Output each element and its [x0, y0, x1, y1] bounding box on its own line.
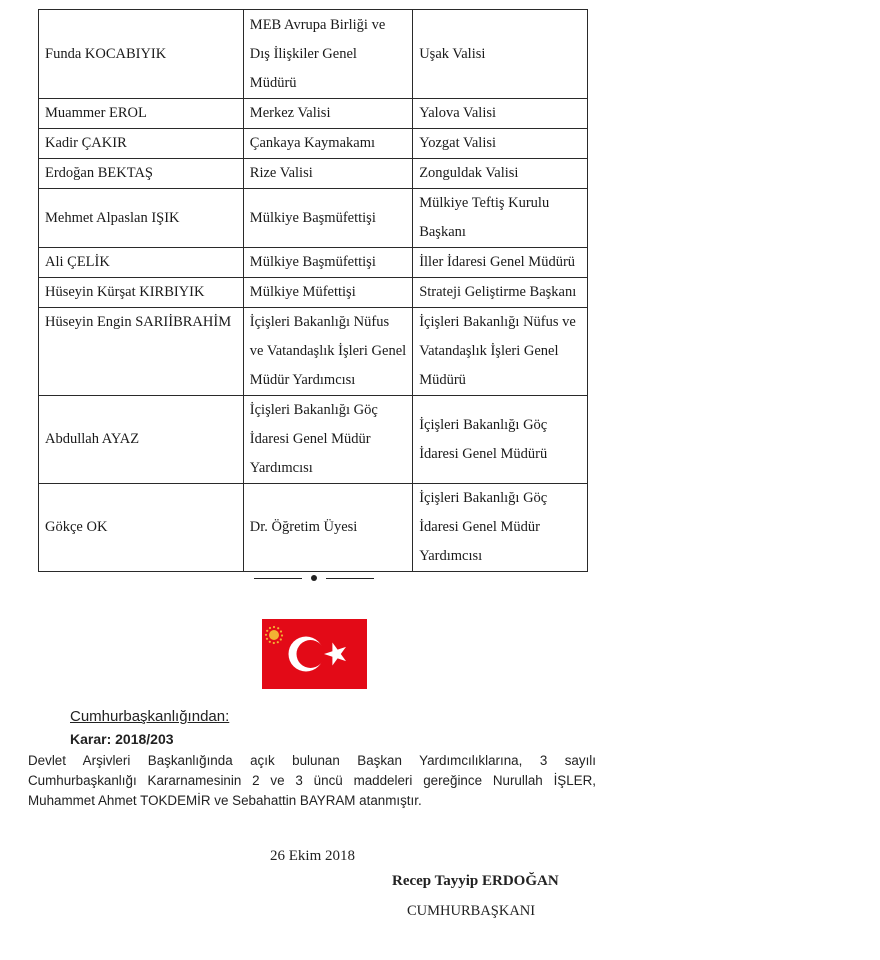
- current-position: Dr. Öğretim Üyesi: [243, 484, 412, 572]
- table-row: [39, 159, 588, 189]
- new-position: Zonguldak Valisi: [413, 159, 588, 189]
- separator-line-left: [254, 578, 302, 579]
- appointment-table: [38, 9, 588, 572]
- decision-number: Karar: 2018/203: [70, 731, 174, 747]
- person-name: Erdoğan BEKTAŞ: [39, 159, 244, 189]
- new-position: Yozgat Valisi: [413, 129, 588, 159]
- new-position: İller İdaresi Genel Müdürü: [413, 248, 588, 278]
- current-position: Mülkiye Müfettişi: [243, 278, 412, 308]
- person-name: Mehmet Alpaslan IŞIK: [39, 189, 244, 248]
- new-position: İçişleri Bakanlığı Nüfus ve Vatandaşlık İşleri Genel Müdürü: [413, 308, 588, 396]
- decision-date: 26 Ekim 2018: [270, 848, 355, 864]
- signer-title: CUMHURBAŞKANI: [407, 903, 536, 919]
- new-position: Strateji Geliştirme Başkanı: [413, 278, 588, 308]
- table-row: [39, 484, 588, 572]
- person-name: Abdullah AYAZ: [39, 396, 244, 484]
- person-name: Ali ÇELİK: [39, 248, 244, 278]
- new-position: İçişleri Bakanlığı Göç İdaresi Genel Müdür Yardımcısı: [413, 484, 588, 572]
- table-row: [39, 189, 588, 248]
- signer-name: Recep Tayyip ERDOĞAN: [392, 873, 559, 889]
- current-position: MEB Avrupa Birliği ve Dış İlişkiler Genel Müdürü: [243, 10, 412, 99]
- table-row: [39, 129, 588, 159]
- person-name: Hüseyin Kürşat KIRBIYIK: [39, 278, 244, 308]
- decision-body-text: Devlet Arşivleri Başkanlığında açık bulunan Başkan Yardımcılıklarına, 3 sayılı Cumhurbaşkanlığı Kararnamesinin 2 ve 3 üncü maddeleri gereğince Nurullah İŞLER, Muhammet Ahmet TOKDEMİR ve Sebahattin BAYRAM atanmıştır.: [28, 753, 596, 808]
- person-name: Kadir ÇAKIR: [39, 129, 244, 159]
- current-position: Mülkiye Başmüfettişi: [243, 248, 412, 278]
- table-row: [39, 99, 588, 129]
- flag-crescent-inner: [297, 640, 325, 668]
- separator-line-right: [326, 578, 374, 579]
- issuer-heading: Cumhurbaşkanlığından:: [70, 708, 230, 725]
- person-name: Gökçe OK: [39, 484, 244, 572]
- new-position: Yalova Valisi: [413, 99, 588, 129]
- person-name: Funda KOCABIYIK: [39, 10, 244, 99]
- current-position: Merkez Valisi: [243, 99, 412, 129]
- separator-dot: [311, 575, 317, 581]
- new-position: Mülkiye Teftiş Kurulu Başkanı: [413, 189, 588, 248]
- turkish-flag-emblem-icon: [262, 619, 367, 689]
- new-position: İçişleri Bakanlığı Göç İdaresi Genel Müdürü: [413, 396, 588, 484]
- current-position: Çankaya Kaymakamı: [243, 129, 412, 159]
- current-position: Mülkiye Başmüfettişi: [243, 189, 412, 248]
- current-position: İçişleri Bakanlığı Nüfus ve Vatandaşlık İşleri Genel Müdür Yardımcısı: [243, 308, 412, 396]
- person-name: Muammer EROL: [39, 99, 244, 129]
- current-position: İçişleri Bakanlığı Göç İdaresi Genel Müdür Yardımcısı: [243, 396, 412, 484]
- person-name: Hüseyin Engin SARIİBRAHİM: [39, 308, 244, 396]
- table-row: [39, 278, 588, 308]
- table-row: [39, 10, 588, 99]
- table-row: [39, 308, 588, 396]
- section-separator: [254, 571, 374, 585]
- current-position: Rize Valisi: [243, 159, 412, 189]
- table-row: [39, 396, 588, 484]
- table-row: [39, 248, 588, 278]
- new-position: Uşak Valisi: [413, 10, 588, 99]
